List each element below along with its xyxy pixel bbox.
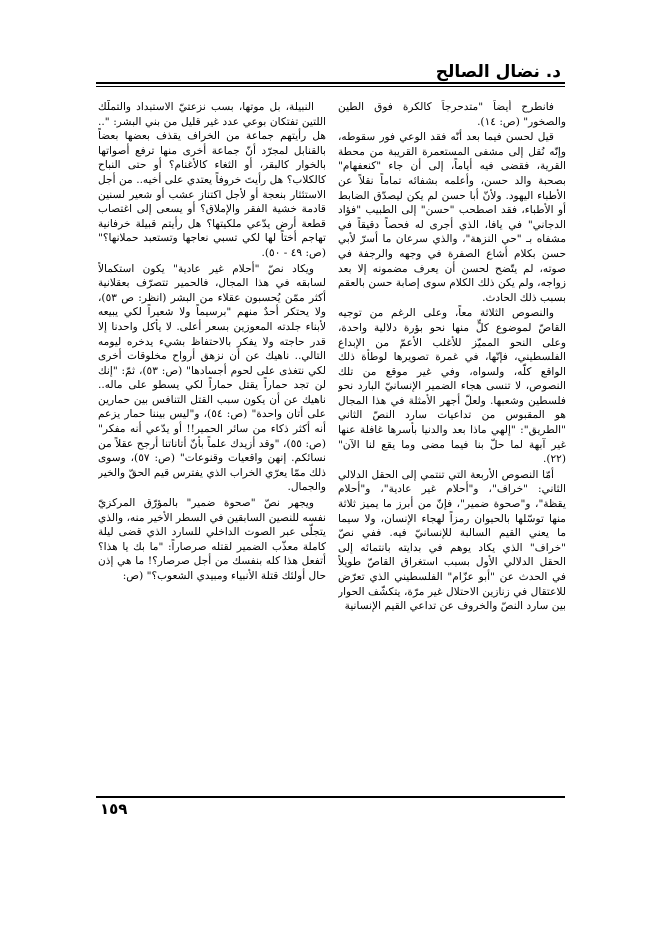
paragraph: النبيلة، بل موتها، بسب نزعتيّ الاستبداد والتملّك اللتين تفتكان بوعي عدد غير قليل من بني البشر: ".. هل رأيتهم جماعة من الخراف يقذف بعضها بعضاً بالقنابل لمجرّد أنّ جماعة أخرى منها ترفع أصواتها بالخوار كالبقر، أو الثغاء كالأغنام؟ أو حتى النباح كالكلاب؟ هل رأيتَ خروفاً يعتدي على أخيه.. من أجل الاستئثار بنعجة أو لأجل اكتناز عشب أو شعير لسنين قادمة خشية الفقر والإملاق؟ أو يسعى إلى اغتصاب قطعة أرض يدّعي ملكيتها؟ هل رأيتم قبيلة خرفانية تهاجم أختاً لها لكي تسبي نعاجها وتستعبد حملانها؟" (ص: ٤٩ - ٥٠).: [98, 101, 326, 259]
paragraph: قيل لحسن فيما بعد أنّه فقد الوعي فور سقوطه، وإنّه نُقل إلى مشفى المستعمرة القريبة من محطة القرية، فقضى فيه أياماً، إلى أن جاء "كنعفهام" بصحبة والد حسن، وأعلمه بشفائه تماماً نقلاً عن الأطباء اليهود. ولأنّ أبا حسن لم يكن ليصدّق الضابط أو الأطباء، فقد اصطحب "حسن" إلى الطبيب "فؤاد الدجاني" في يافا، الذي أجرى له فحصاً دقيقاً في مشفاه بـ "حي النزهة"، والذي سرعان ما أسرّ لأبي حسن بكلام أشاع الصفرة في وجهه والرجفة في صوته، لم يتّضح لحسن أن يعرف مضمونه إلا بعد زواجه، ولم يكن ذلك الكلام سوى إصابة حسن بالعقم بسبب ذلك الحادث.: [338, 131, 566, 304]
paragraph: فانطرح أيضاً "متدحرجاً كالكرة فوق الطين والصخور" (ص: ١٤).: [338, 101, 566, 128]
paragraph: ويكاد نصّ "أحلام غير عادية" يكون استكمالاً لسابقه في هذا المجال، فالحمير تتصرّف بعقلانية أكثر ممّن يُحسبون عقلاء من البشر (انظر: ص ٥٣)، ولا يحتكر أحدٌ منهم "برسيماً ولا شعيراً لكي يبيعه لأبناء جلدته المعوزين بسعر أعلى. لا يأكل واحدنا إلا قدر حاجته ولا يفكر بالاحتفاظ بشيء يدخره ليومه التالي.. ناهيك عن أن نزهق أرواح مخلوقات أخرى لكي نتغذى على لحوم أجسادها" (ص: ٥٣)، ثمّ: "إنك لن تجد حماراً يقتل حماراً لكي يسطو على ماله.. ناهيك عن أن يكون سبب القتل التنافس بين حمارين على أتان واحدة" (ص: ٥٤)، و"ليس بيننا حمار يزعم أنه أكثر ذكاء من سائر الحمير!! أو يدّعي أنه مفكر" (ص: ٥٥)، "وقد أزيدك علماً بأنّ أتاناتنا أرجح عقلاً من نسائكم. إنهن واقعيات وقنوعات" (ص: ٥٧)، وسوى ذلك ممّا يعرّي الخراب الذي يفترس قيم الحقّ والخير والجمال.: [98, 262, 326, 494]
header-rule-thin: [96, 86, 565, 87]
paragraph: ويجهر نصّ "صحوة ضمير" بالمؤرّق المركزيّ نفسه للنصين السابقين في السطر الأخير منه، والذي يتجلّى عبر الصوت الداخلي للسارد الذي قضى ليلة كاملة معذّب الضمير لقتله صرصاراً: "ما بك يا هذا؟ أتفعل هذا كله بنفسك من أجل صرصار؟! ما هي إذن حال أولئك قتلة الأنبياء ومبيدي الشعوب؟" (ص:: [98, 497, 326, 582]
right-column: [338, 100, 566, 790]
footer-rule: [96, 796, 565, 798]
header-rule: [96, 82, 565, 84]
page-number: ١٥٩: [100, 800, 128, 818]
paragraph: والنصوص الثلاثة معاً، وعلى الرغم من توجيه القاصّ لموضوع كلٍّ منها نحو بؤرة دلالية واحدة، وعلى النحو المميّز للأغلب الأعمّ من الإبداع الفلسطيني، فإنّها، في غمرة تصويرها لوطأة ذلك الواقع كلّه، ولسواه، وفي غير موقع من تلك النصوص، لا تنسى هجاء الضمير الإنسانيّ البارد نحو فلسطين وشعبها. ولعلّ أجهر الأمثلة في هذا المجال هو المقبوس من تداعيات سارد النصّ الثاني "الطريق": "إلهي ماذا بعد والدنيا بأسرها غافلة عنها غير آبهة لما حلّ بنا فيما مضى وما يقع لنا الآن" (٢٢).: [338, 307, 566, 466]
running-header-author: د. نضال الصالح: [435, 62, 561, 82]
paragraph: أمّا النصوص الأربعة التي تنتمي إلى الحقل الدلالي الثاني: "خراف"، و"أحلام غير عادية"، و"أحلام يقظة"، و"صحوة ضمير"، فإنّ من أبرز ما يميز ثلاثة منها توسّلها بالحيوان رمزاً لهجاء الإنسان، ولا سيما ما يعني القيم السالبة للإنسانيّ فيه. ففي نصّ "خراف" الذي يكاد يوهم في بدايته بانتمائه إلى الحقل الدلالي الأول بسبب استغراق القاصّ طويلاً في الحدث عن "أبو عزّام" الفلسطيني الذي تعرّض للاعتقال في زنازين الاحتلال غير مرّة، يتكشّف الحوار بين سارد النصّ والخروف عن تداعي القيم الإنسانية: [338, 468, 566, 613]
left-column: [98, 100, 326, 790]
